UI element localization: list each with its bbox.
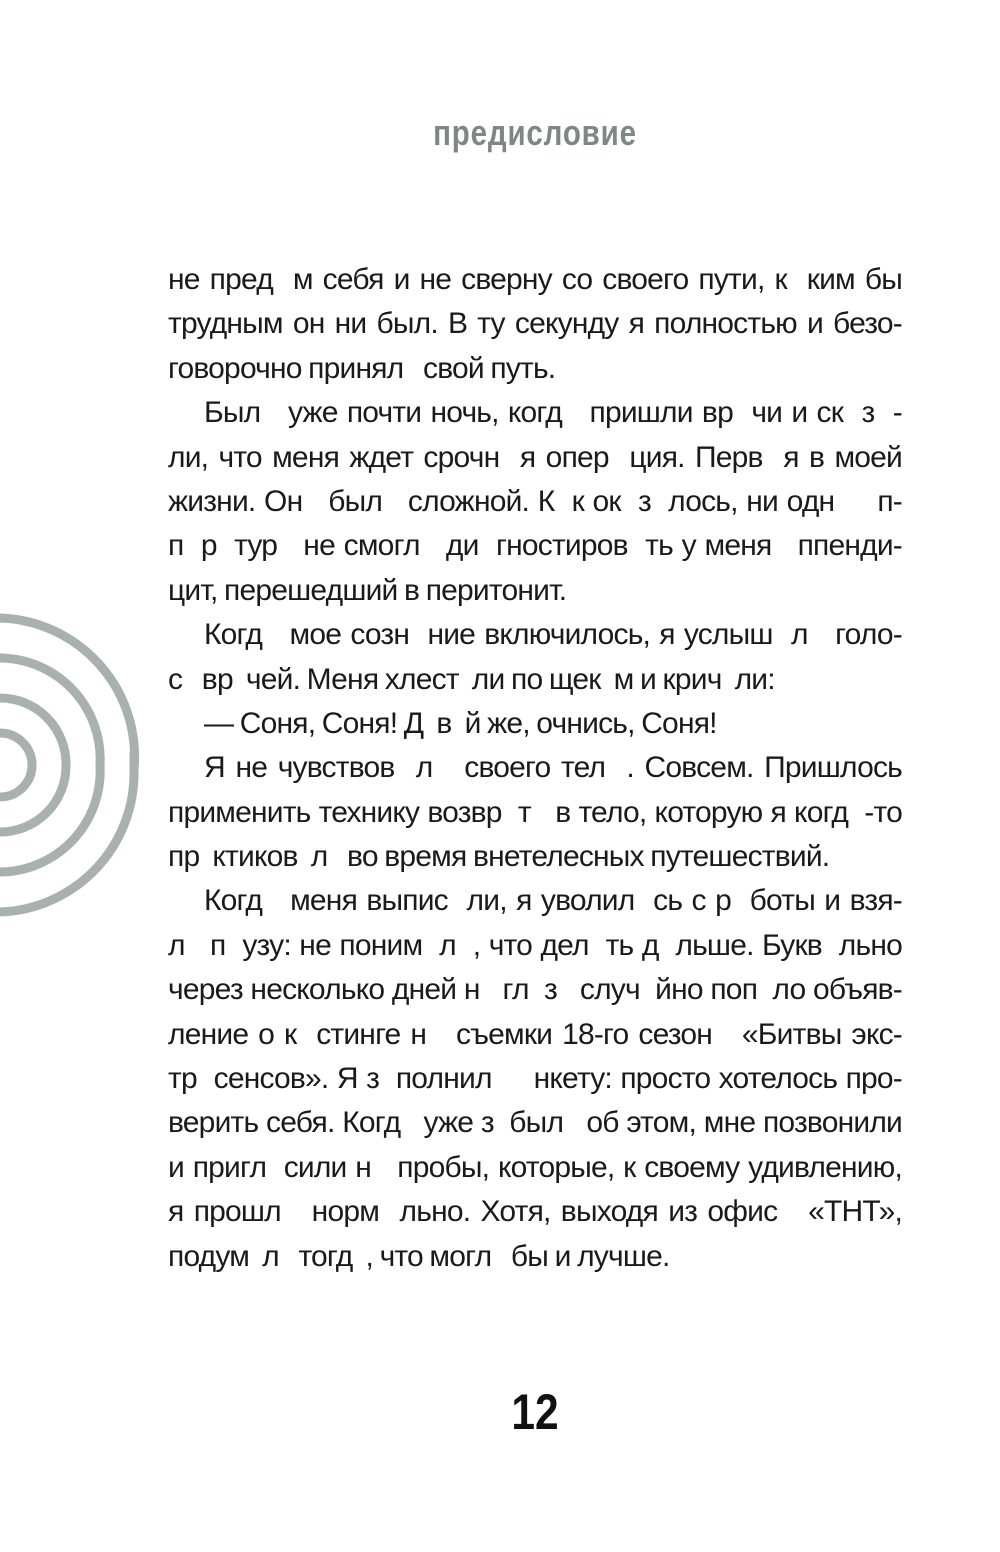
text-line: Я не чувствов л своего тел . Совсем. Пришлось <box>204 751 902 785</box>
text-line: трудным он ни был. В ту секунду я полностью и безо- <box>168 307 902 341</box>
text-line: — Соня, Соня! Д в й же, очнись, Соня! <box>204 706 717 740</box>
text-line: ление о к стинге н съемки 18-го сезон «Битвы экс- <box>168 1017 902 1051</box>
text-line: подум л тогд , что могл бы и лучше. <box>168 1239 670 1273</box>
text-line: Когд мое созн ние включилось, я услыш л голо- <box>204 618 902 652</box>
text-line: верить себя. Когд уже з был об этом, мне позвонили <box>168 1106 902 1140</box>
text-line: тр сенсов». Я з полнил нкету: просто хотелось про- <box>168 1062 902 1096</box>
text-line: Когд меня выпис ли, я уволил сь с р боты и взя- <box>204 884 902 918</box>
page-number: 12 <box>511 1384 559 1440</box>
text-line: с вр чей. Меня хлест ли по щек м и крич ли: <box>168 662 775 696</box>
text-line: применить технику возвр т в тело, которую я когд -то <box>168 795 902 829</box>
text-line: жизни. Он был сложной. К к ок з лось, ни одн п- <box>168 484 902 518</box>
text-line: Был уже почти ночь, когд пришли вр чи и ск з - <box>204 396 902 430</box>
text-line: не пред м себя и не сверну со своего пути, к ким бы <box>168 263 902 296</box>
text-line: ли, что меня ждет срочн я опер ция. Перв я в моей <box>168 440 902 474</box>
text-line: говорочно принял свой путь. <box>168 351 556 385</box>
text-line: п р тур не смогл ди гностиров ть у меня ппенди- <box>168 529 902 563</box>
text-line: л п узу: не поним л , что дел ть д льше. Букв льно <box>168 928 902 962</box>
text-line: через несколько дней н гл з случ йно поп ло объяв- <box>168 973 902 1007</box>
body-text <box>168 258 902 1279</box>
spiral-ornament-icon <box>0 600 160 930</box>
text-line: и пригл сили н пробы, которые, к своему удивлению, <box>168 1150 902 1184</box>
text-line: я прошл норм льно. Хотя, выходя из офис «ТНТ», <box>168 1195 902 1229</box>
text-line: пр ктиков л во время внетелесных путешествий. <box>168 840 830 874</box>
text-line: цит, перешедший в перитонит. <box>168 573 567 607</box>
running-title: предисловие <box>433 112 637 153</box>
